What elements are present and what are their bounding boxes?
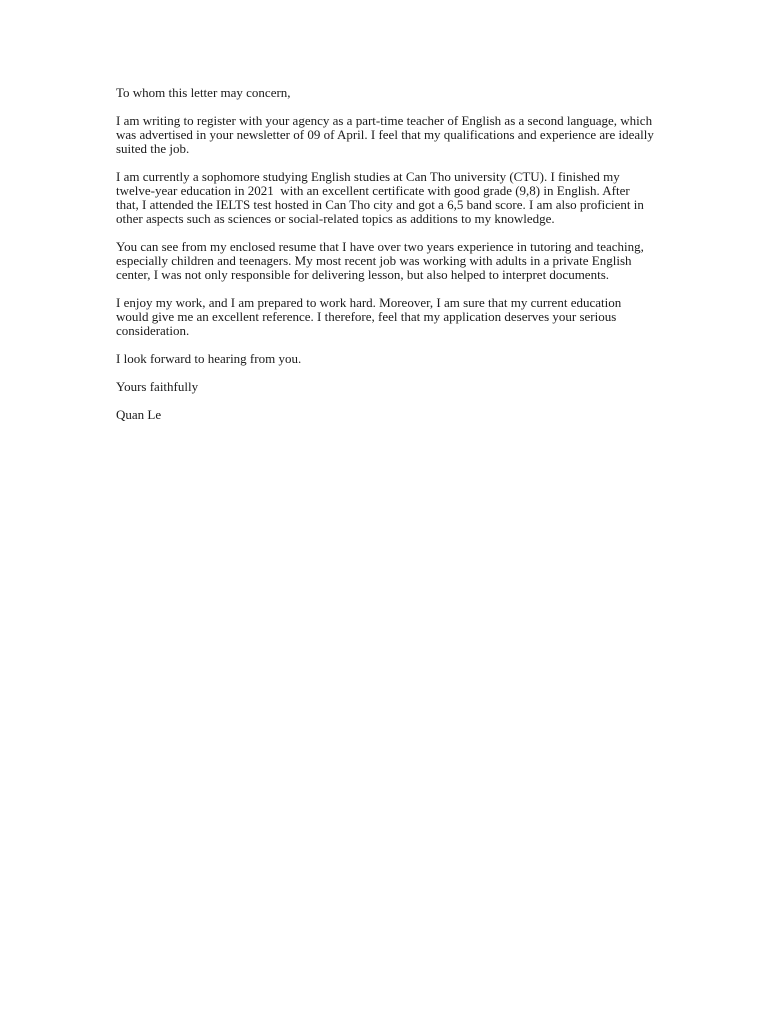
paragraph-line: suited the job. xyxy=(116,141,190,156)
signature xyxy=(116,408,656,422)
paragraph-line: twelve-year education in 2021 with an excellent certificate with good grade (9,8) in English. After xyxy=(116,183,630,198)
paragraph-line: I am currently a sophomore studying English studies at Can Tho university (CTU). I finished my xyxy=(116,169,620,184)
paragraph-education xyxy=(116,170,656,226)
signature-name: Quan Le xyxy=(116,407,162,422)
paragraph-line: I look forward to hearing from you. xyxy=(116,351,302,366)
paragraph-experience xyxy=(116,240,656,282)
paragraph-line: You can see from my enclosed resume that I have over two years experience in tutoring and teaching, xyxy=(116,239,644,254)
salutation xyxy=(116,86,656,100)
paragraph-line: that, I attended the IELTS test hosted in Can Tho city and got a 6,5 band score. I am also proficient in xyxy=(116,197,644,212)
paragraph-line: center, I was not only responsible for delivering lesson, but also helped to interpret documents. xyxy=(116,267,609,282)
closing-text: Yours faithfully xyxy=(116,379,199,394)
paragraph-application xyxy=(116,114,656,156)
letter-body xyxy=(116,86,656,436)
paragraph-line: consideration. xyxy=(116,323,190,338)
paragraph-motivation xyxy=(116,296,656,338)
paragraph-line: I enjoy my work, and I am prepared to work hard. Moreover, I am sure that my current education xyxy=(116,295,622,310)
closing xyxy=(116,380,656,394)
salutation-text: To whom this letter may concern, xyxy=(116,85,291,100)
paragraph-line: other aspects such as sciences or social-related topics as additions to my knowledge. xyxy=(116,211,555,226)
paragraph-line: was advertised in your newsletter of 09 of April. I feel that my qualifications and experience are ideally xyxy=(116,127,654,142)
paragraph-closing-remark xyxy=(116,352,656,366)
paragraph-line: especially children and teenagers. My most recent job was working with adults in a private English xyxy=(116,253,632,268)
paragraph-line: I am writing to register with your agency as a part-time teacher of English as a second language, which xyxy=(116,113,653,128)
paragraph-line: would give me an excellent reference. I therefore, feel that my application deserves your serious xyxy=(116,309,617,324)
